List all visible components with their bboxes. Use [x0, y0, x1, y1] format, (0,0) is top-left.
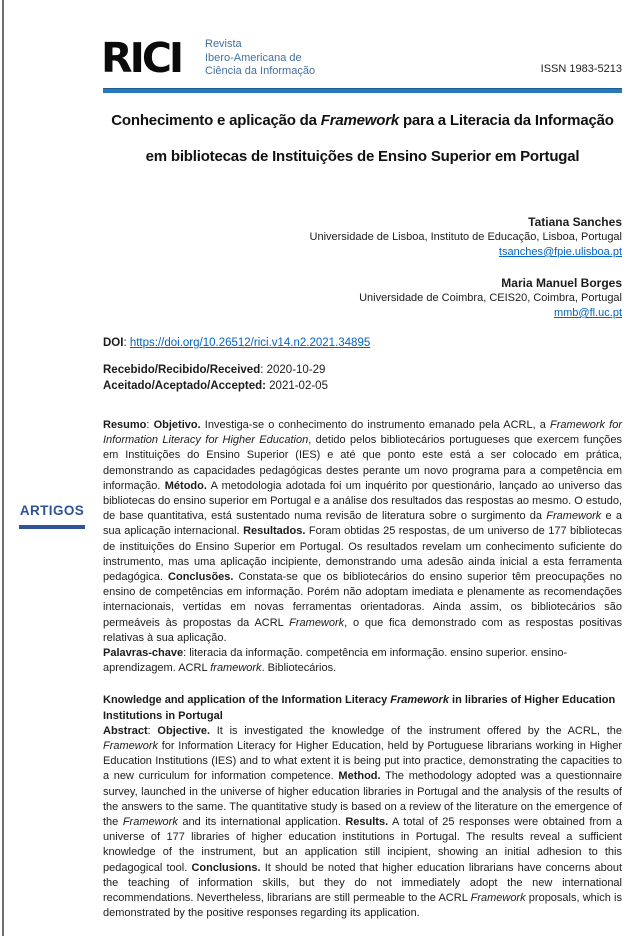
text-run: Knowledge and application of the Information Literacy [103, 694, 391, 707]
header-rule [103, 88, 622, 93]
text-run: . Bibliotecários. [261, 662, 337, 675]
artigos-label: ARTIGOS [19, 503, 85, 518]
author-name: Maria Manuel Borges [501, 276, 622, 290]
doi-link[interactable]: https://doi.org/10.26512/rici.v14.n2.2021.34895 [129, 337, 371, 349]
text-run: Framework [546, 510, 602, 523]
text-run: Resumo [103, 419, 147, 431]
text-run: Recebido/Recibido/Received [103, 364, 261, 376]
text-run: 2021-02-05 [265, 379, 328, 392]
author-name: Tatiana Sanches [528, 215, 622, 229]
text-run: Framework [103, 740, 159, 753]
text-run: Framework [122, 816, 178, 829]
text-run: : literacia da informação. competência em informação. ensino superior. ensino-aprendizagem. ACRL [103, 647, 568, 675]
text-run: DOI [103, 337, 124, 349]
journal-name-line: Ciência da Informação [205, 65, 316, 77]
text-run: and its international application. [177, 816, 346, 829]
journal-name-line: Revista [205, 38, 242, 50]
section-side-label [8, 503, 96, 529]
text-run: framework [210, 662, 262, 675]
author-affiliation: Universidade de Lisboa, Instituto de Educação, Lisboa, Portugal [309, 231, 622, 243]
article-title-line-2 [103, 139, 622, 175]
text-run: A metodologia adotada foi um inquérito por questionário, lançado ao universo das bibliotecas do ensino superior em Portugal e a análise dos resultados das respostas ao mesmo. O estudo, de base quantitativa, está sustentado numa revisão de literatura sobre o surgimento da [103, 479, 622, 523]
text-run: Framework [390, 694, 449, 707]
text-run: em bibliotecas de Instituições de Ensino Superior em Portugal [145, 148, 580, 165]
journal-header [103, 36, 622, 84]
text-run: : 2020-10-29 [260, 364, 326, 376]
journal-name-line: Ibero-Americana de [205, 51, 302, 64]
text-run: , o que fica demonstrado com as respostas positivas relativas à sua aplicação. [103, 616, 622, 644]
abstract-paragraph [103, 724, 622, 922]
text-run: Foram obtidas 25 respostas, de um universo de 177 bibliotecas de instituições do Ensino Superior em Portugal. Os resultados revelam um conhecimento suficiente do instrumento, mas uma aplicação incipiente, demonstrando uma adesão ainda inicial a esta ferramenta pedagógica. [103, 525, 623, 584]
text-run: Conclusões. [168, 571, 234, 584]
authors-block [103, 215, 622, 321]
text-run: It is investigated the knowledge of the instrument offered by the ACRL, the [210, 724, 622, 737]
author-entry [103, 215, 622, 260]
text-run: Objetivo. [153, 419, 201, 431]
accepted-date-line [103, 379, 622, 395]
received-date-line [103, 363, 622, 379]
text-run: : [147, 724, 158, 737]
text-run: Abstract [103, 724, 148, 737]
text-run: Framework for Information Literacy for Higher Education [103, 419, 622, 447]
english-title [103, 693, 622, 723]
text-run: It should be noted that higher education librarians have concerns about the teaching of information skills, but they do not immediately adopt the new international recommendations. Nevertheless, librarians are still permeable to the ACRL [103, 861, 622, 905]
text-run: , detido pelos bibliotecários portugueses que exercem funções em Instituições do Ensino Superior (IES) e até que ponto este está a ser colocado em prática, demonstrando as capacidades pedagógicas destes perante um novo programa para a competência em informação. [103, 434, 622, 492]
text-run: Objective. [157, 724, 210, 737]
text-run: for Information Literacy for Higher Education, held by Portuguese librarians working in Higher Education Institutions (IES) and to what extent it is being put into practice, demonstrating the capacities to a new curriculum for information competence. [103, 740, 622, 783]
page-edge-line [2, 0, 4, 936]
text-run: Conhecimento e aplicação da [111, 112, 321, 129]
text-run: Framework [320, 112, 399, 129]
doi-line [103, 337, 622, 349]
text-run: Results. [345, 816, 389, 829]
text-run: Method. [338, 770, 381, 783]
resumo-paragraph [103, 418, 622, 646]
article-title [103, 103, 622, 175]
text-run: Conclusions. [191, 861, 261, 874]
text-run: Método. [164, 479, 207, 492]
text-run: Palavras-chave [103, 647, 184, 660]
author-affiliation: Universidade de Coimbra, CEIS20, Coimbra, Portugal [359, 292, 622, 304]
text-run: Resultados. [243, 525, 306, 538]
page-content [103, 0, 622, 922]
dates-block [103, 363, 622, 394]
text-run: Framework [470, 892, 526, 905]
text-run: proposals, which is demonstrated by the positive responses regarding its application. [103, 892, 622, 920]
author-entry [103, 276, 622, 321]
artigos-underline [19, 525, 85, 529]
text-run: Constata-se que os bibliotecários do ensino superior têm preocupações no ensino de competências em informação. Porém não adoptam imediata e plenamente as recomendações internacionais, vertidas em novas ferramentas orientadoras. Ainda assim, os bibliotecários são permeáveis às propostas da ACRL [103, 571, 623, 629]
issn-number: ISSN 1983-5213 [540, 63, 622, 75]
text-run: in libraries of Higher Education Institutions in Portugal [103, 694, 616, 722]
text-run: para a Literacia da Informação [398, 112, 614, 129]
author-email-link[interactable]: mmb@fl.uc.pt [553, 307, 622, 319]
author-email-link[interactable]: tsanches@fpie.ulisboa.pt [498, 246, 622, 258]
text-run: e a sua aplicação internacional. [103, 510, 622, 538]
journal-name [205, 38, 315, 79]
text-run: Investiga-se o conhecimento do instrumento emanado pela ACRL, a [200, 419, 551, 431]
text-run: Framework [289, 616, 345, 629]
palavras-chave [103, 646, 622, 676]
rici-logo: RICI [101, 34, 182, 82]
text-run: : [146, 419, 154, 431]
text-run: : [123, 337, 130, 349]
text-run: A total of 25 responses were obtained from a universe of 177 libraries of higher education institutions in Portugal. The results reveal a sufficient knowledge of the instrument, but an application still incipient, showing an initial adhesion to this pedagogical tool. [103, 816, 623, 874]
article-title-line-1 [103, 103, 622, 139]
text-run: Aceitado/Aceptado/Accepted: [103, 379, 266, 392]
text-run: The methodology adopted was a questionnaire survey, launched in the universe of higher education libraries in Portugal and the analysis of the results of the answers to the same. The quantitative study is based on a review of the literature on the emergence of the [103, 770, 622, 829]
